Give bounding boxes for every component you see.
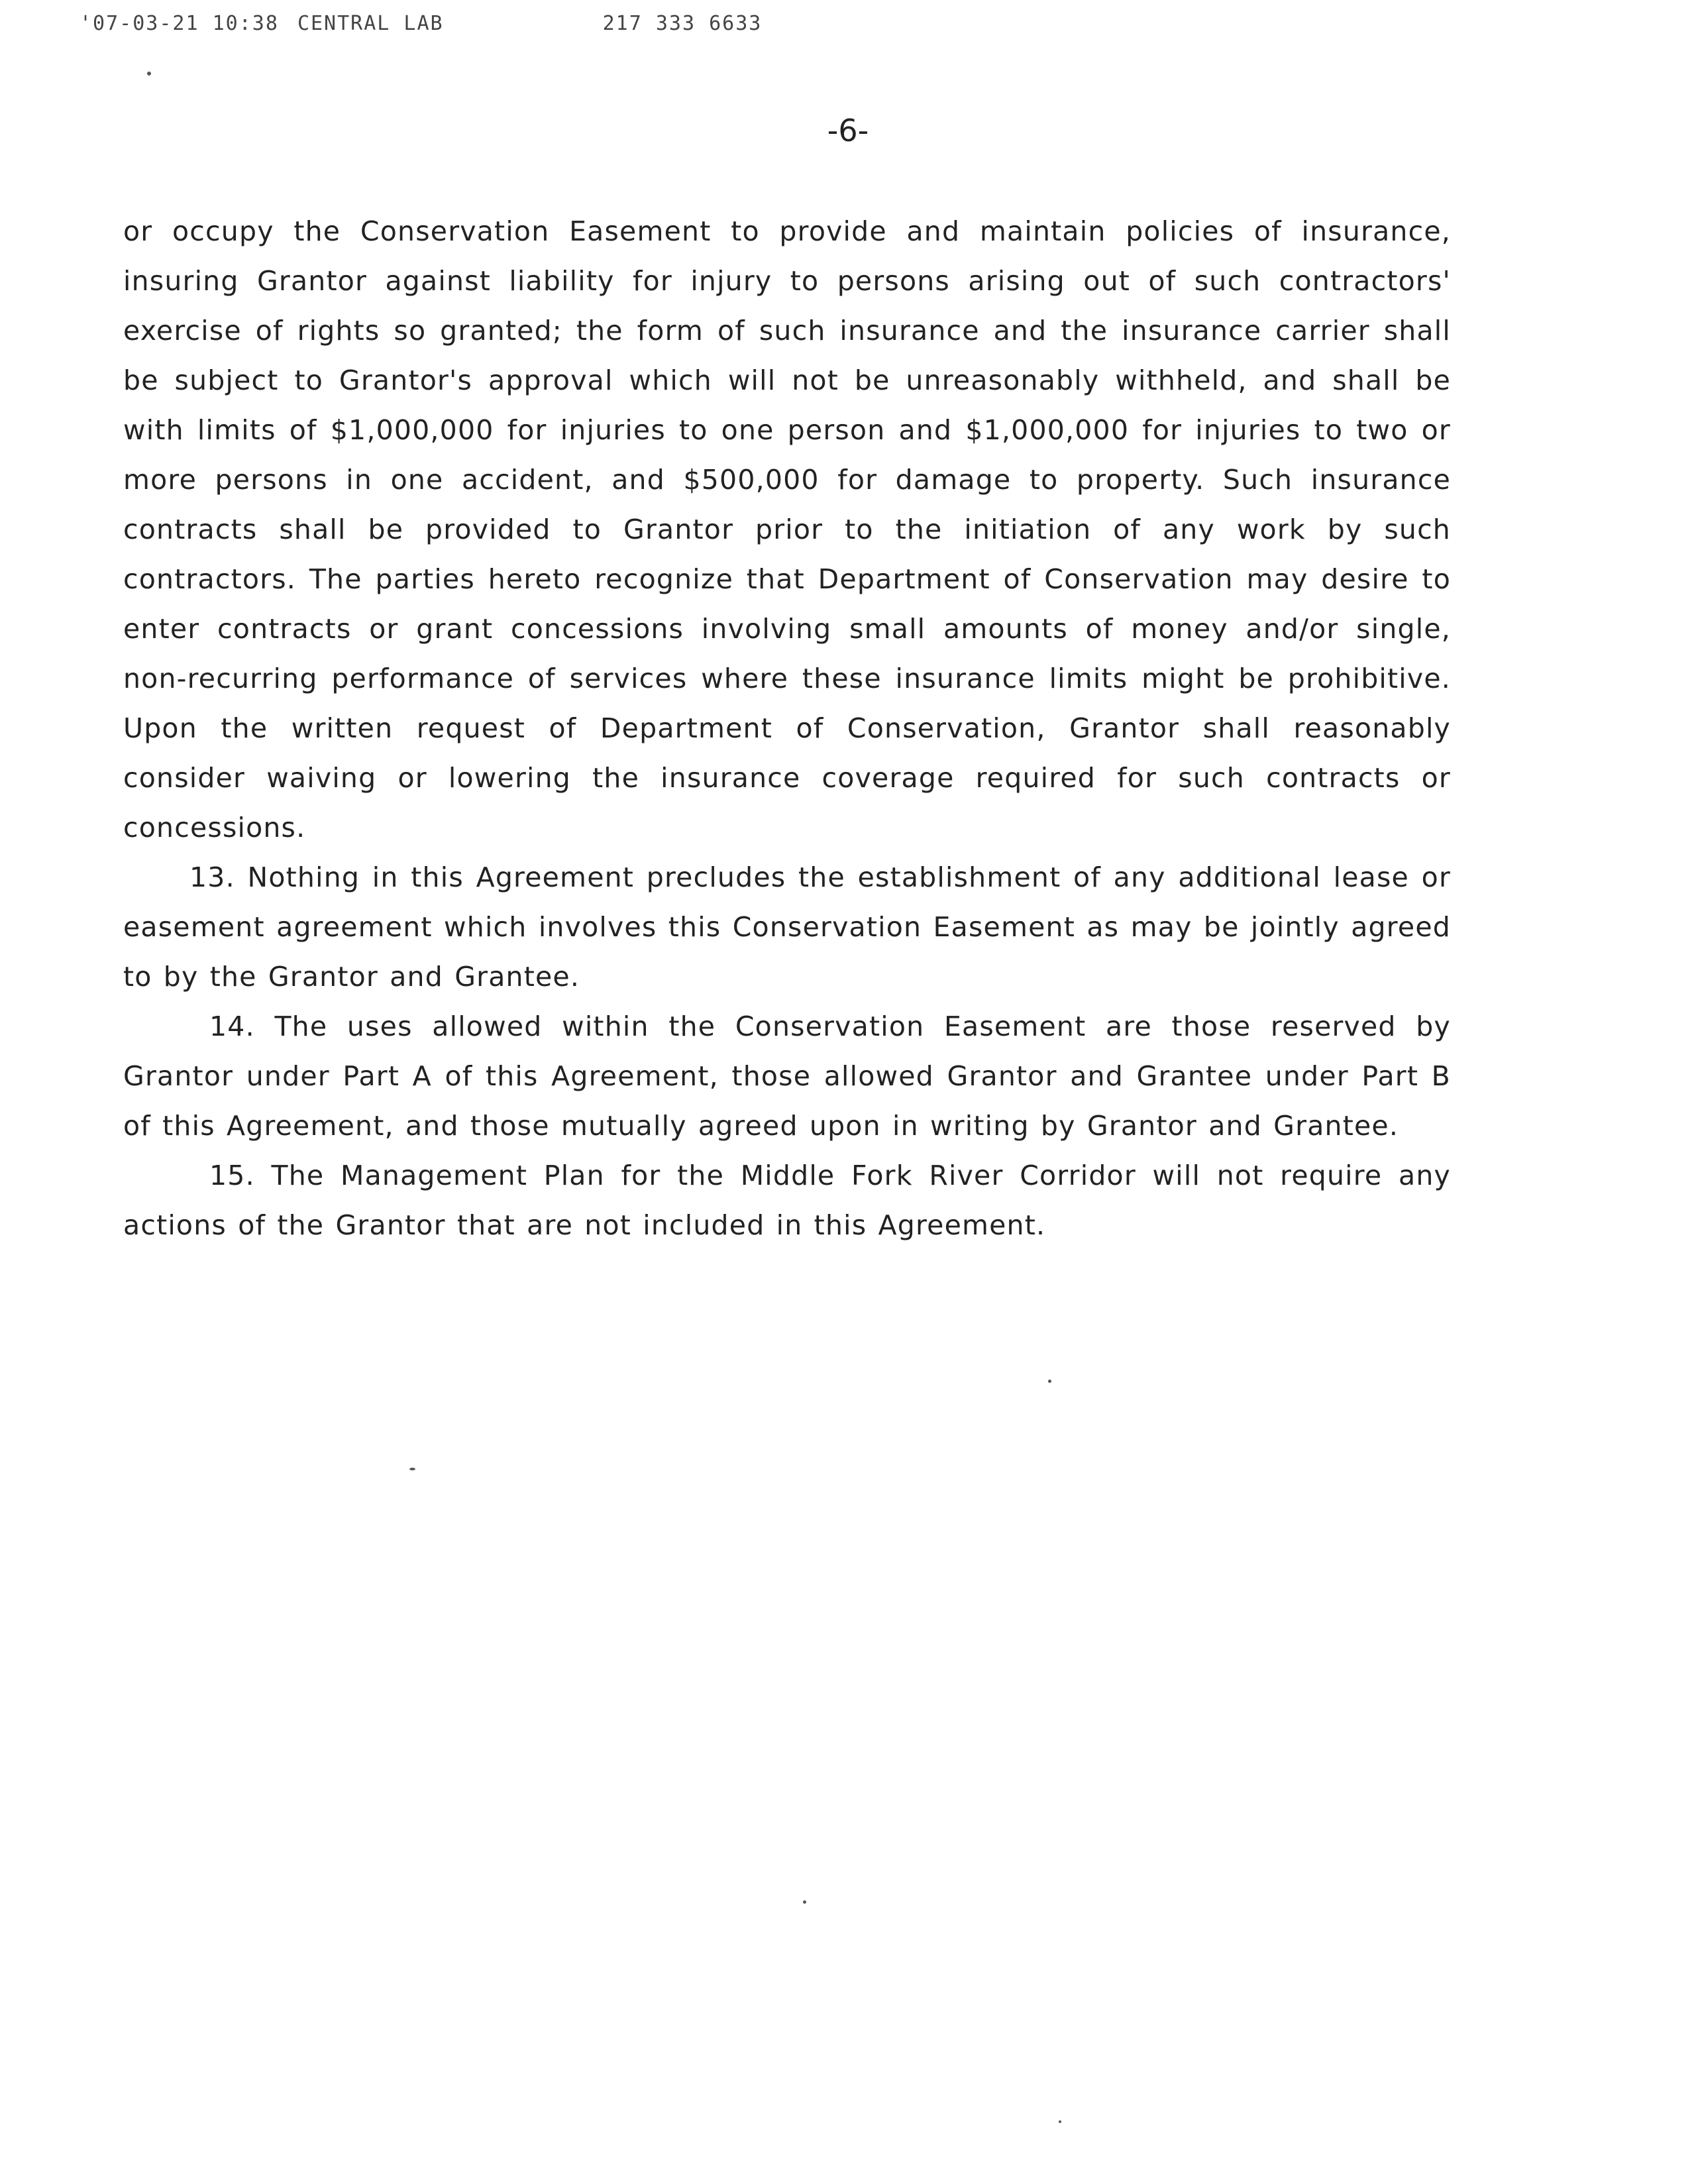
fax-datetime: '07-03-21 10:38 [80, 12, 279, 35]
fax-transmission-header [80, 12, 762, 35]
scan-speck [1048, 1380, 1051, 1383]
page-number: -6- [827, 113, 869, 148]
scan-speck [803, 1900, 806, 1904]
paragraph-item-15: 15. The Management Plan for the Middle Fork River Corridor will not require any actions of the Grantor that are not included in this Agreement. [123, 1160, 1451, 1241]
fax-sender: CENTRAL LAB [297, 12, 444, 35]
scan-speck [1059, 2120, 1061, 2123]
document-body [123, 207, 1451, 1250]
scan-speck [409, 1468, 415, 1470]
paragraph-continued: or occupy the Conservation Easement to provide and maintain policies of insurance, insuring Grantor against liability for injury to persons arising out of such contractors' exercise of rights so granted; the form of such insurance and the insurance carrier shall be subject to Grantor's approval which will not be unreasonably withheld, and shall be with limits of $1,000,000 for injuries to one person and $1,000,000 for injuries to two or more persons in one accident, and $500,000 for damage to property. Such insurance contracts shall be provided to Grantor prior to the initiation of any work by such contractors. The parties hereto recognize that Department of Conservation may desire to enter contracts or grant concessions involving small amounts of money and/or single, non-recurring performance of services where these insurance limits might be prohibitive. Upon the written request of Department of Conservation, Grantor shall reasonably consider waiving or lowering the insurance coverage required for such contracts or concessions. [123, 215, 1451, 844]
paragraph-item-14: 14. The uses allowed within the Conservation Easement are those reserved by Grantor under Part A of this Agreement, those allowed Grantor and Grantee under Part B of this Agreement, and those mutually agreed upon in writing by Grantor and Grantee. [123, 1010, 1451, 1142]
paragraph-item-13: 13. Nothing in this Agreement precludes the establishment of any additional lease or easement agreement which involves this Conservation Easement as may be jointly agreed to by the Grantor and Grantee. [123, 861, 1451, 993]
fax-phone-number: 217 333 6633 [602, 12, 763, 35]
scan-speck [147, 72, 151, 76]
